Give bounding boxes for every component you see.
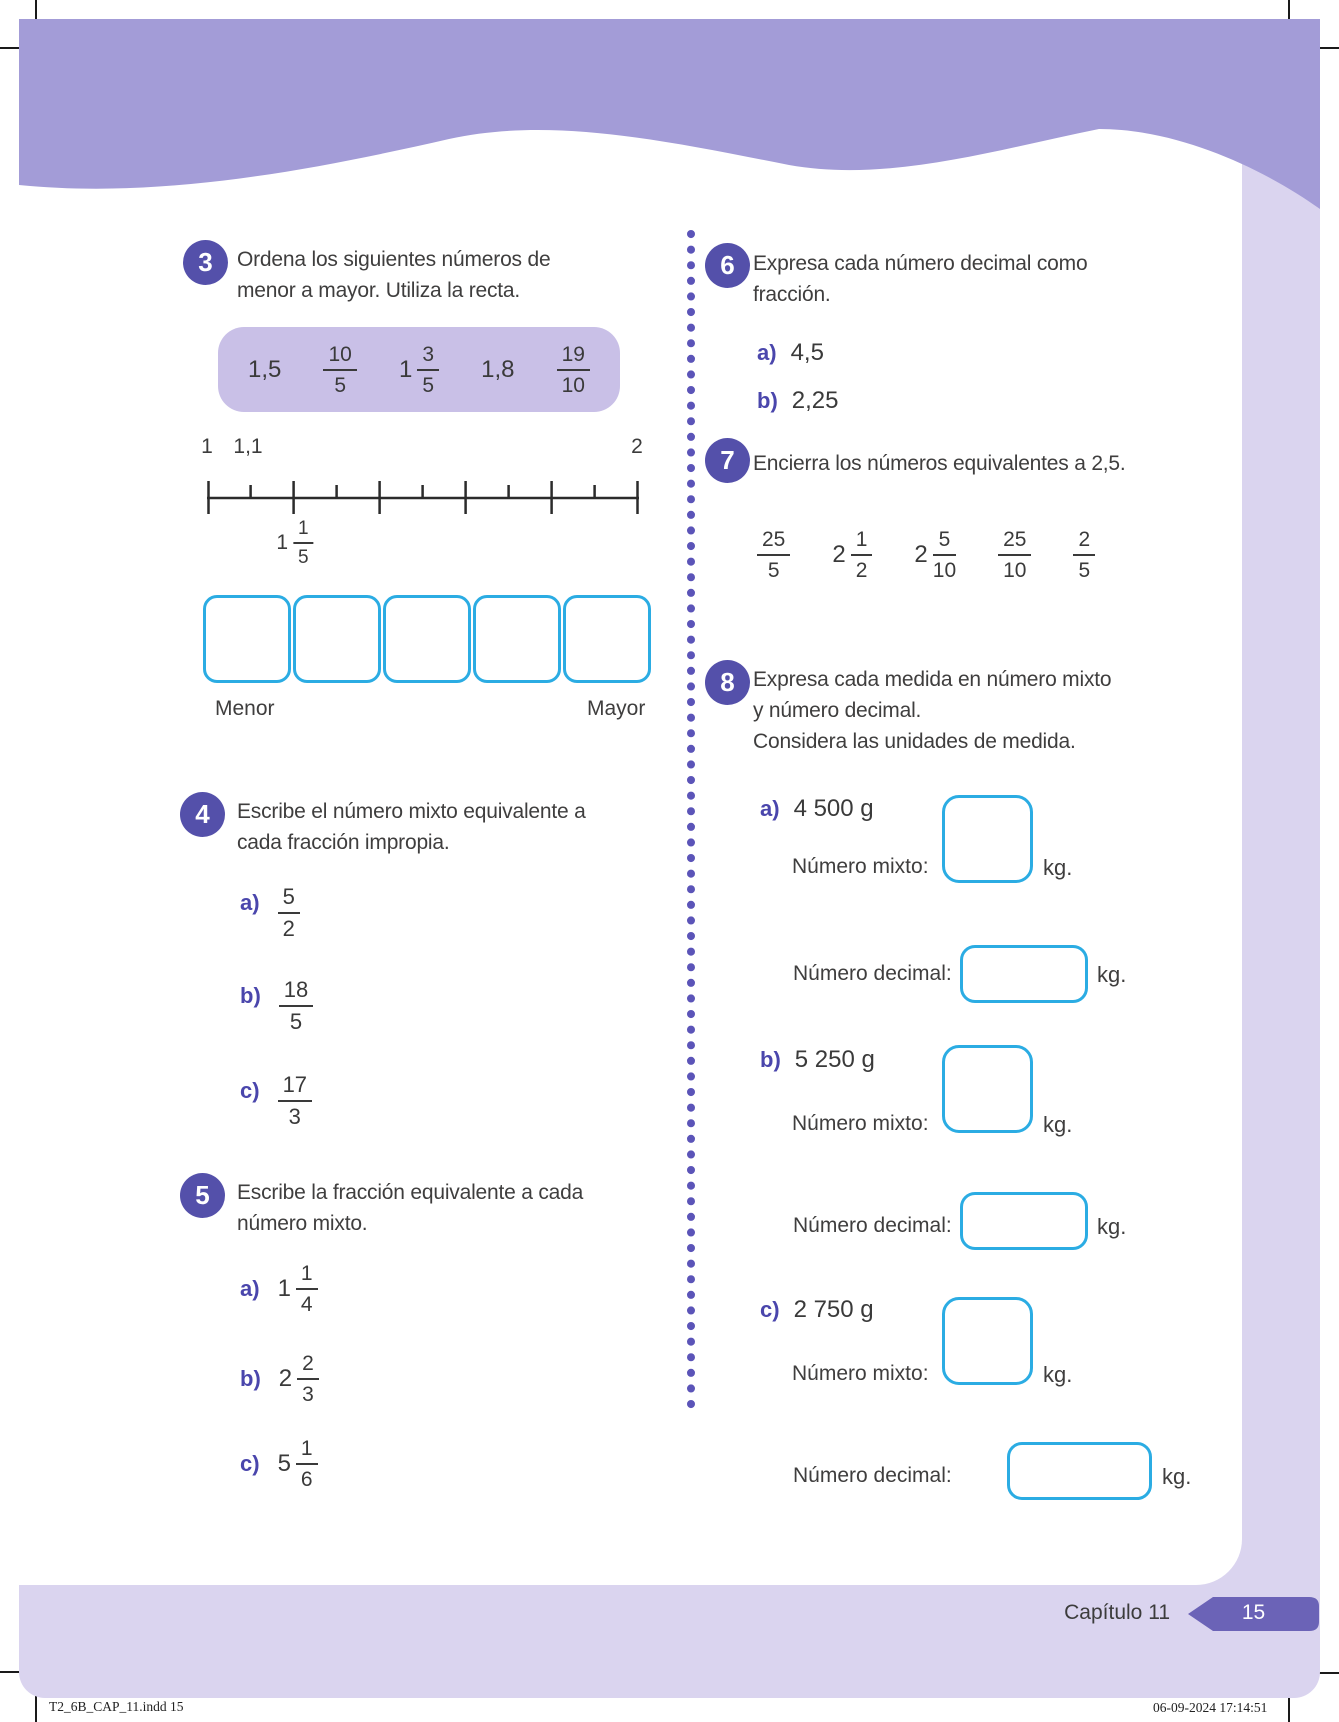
exercise8-title-line2: y número decimal. bbox=[753, 699, 922, 722]
kg-unit-label: kg. bbox=[1043, 1362, 1073, 1387]
strip-mixed-number: 1 $\frac{3}{5}$ bbox=[399, 343, 439, 396]
answer-box[interactable] bbox=[383, 595, 471, 683]
exercise8-item-c: c) 2 750 g bbox=[760, 1296, 874, 1323]
decimal-answer-box[interactable] bbox=[960, 1192, 1088, 1250]
exercise6-title bbox=[753, 248, 1087, 310]
exercise7-number: 7 bbox=[720, 445, 735, 475]
exercise4-item-a: a) $\frac{5}{2}$ bbox=[240, 885, 300, 940]
strip-decimal: 1,8 bbox=[481, 355, 515, 383]
exercise8-title-line1: Expresa cada medida en número mixto bbox=[753, 668, 1112, 691]
exercise3-number-strip bbox=[218, 327, 620, 412]
numero-decimal-label: Número decimal: bbox=[793, 962, 952, 985]
number-line-label-1: 1 bbox=[201, 435, 213, 458]
choice-fraction[interactable]: $\frac{25}{10}$ bbox=[998, 528, 1031, 581]
exercise7-title: Encierra los números equivalentes a 2,5. bbox=[753, 452, 1126, 475]
number-line-ticks bbox=[207, 480, 639, 516]
header-wave bbox=[19, 19, 1320, 219]
number-line-label-2: 2 bbox=[631, 435, 643, 458]
numero-decimal-label: Número decimal: bbox=[793, 1214, 952, 1237]
answer-box[interactable] bbox=[563, 595, 651, 683]
choice-fraction[interactable]: $\frac{25}{5}$ bbox=[757, 528, 790, 581]
exercise5-title bbox=[237, 1177, 583, 1239]
exercise3-title-line1: Ordena los siguientes números de bbox=[237, 248, 551, 271]
choice-mixed-number[interactable]: 2 $\frac{5}{10}$ bbox=[914, 528, 957, 582]
exercise5-number-badge bbox=[180, 1173, 225, 1218]
exercise4-number: 4 bbox=[195, 799, 210, 829]
exercise6-number-badge bbox=[705, 243, 750, 288]
kg-unit-label: kg. bbox=[1043, 855, 1073, 880]
exercise7-number-choices bbox=[757, 528, 1095, 581]
numero-mixto-label: Número mixto: bbox=[792, 855, 929, 878]
kg-unit-label: kg. bbox=[1097, 962, 1127, 987]
exercise5-item-b: b) 2 $\frac{2}{3}$ bbox=[240, 1352, 319, 1405]
exercise5-title-line2: número mixto. bbox=[237, 1212, 368, 1235]
exercise5-item-a: a) 1 $\frac{1}{4}$ bbox=[240, 1262, 318, 1315]
numero-mixto-label: Número mixto: bbox=[792, 1362, 929, 1385]
decimal-answer-box[interactable] bbox=[1007, 1442, 1152, 1500]
number-line-below-label: 1 $\frac{1}{5}$ bbox=[276, 518, 313, 567]
exercise4-number-badge bbox=[180, 792, 225, 837]
exercise8-number-badge bbox=[705, 660, 750, 705]
exercise6-title-line1: Expresa cada número decimal como bbox=[753, 252, 1088, 275]
exercise4-item-b: b) $\frac{18}{5}$ bbox=[240, 978, 313, 1033]
page-number: 15 bbox=[1241, 1601, 1266, 1624]
exercise5-number: 5 bbox=[195, 1180, 210, 1210]
exercise8-item-a: a) 4 500 g bbox=[760, 795, 874, 822]
menor-label: Menor bbox=[215, 697, 275, 720]
strip-fraction: $\frac{10}{5}$ bbox=[323, 343, 356, 396]
exercise4-title-line1: Escribe el número mixto equivalente a bbox=[237, 800, 586, 823]
exercise8-title-line3: Considera las unidades de medida. bbox=[753, 730, 1076, 753]
answer-box[interactable] bbox=[293, 595, 381, 683]
exercise8-item-b: b) 5 250 g bbox=[760, 1046, 875, 1073]
exercise4-title-line2: cada fracción impropia. bbox=[237, 831, 450, 854]
number-line-label-1-1: 1,1 bbox=[233, 435, 263, 458]
mixed-number-answer-box[interactable] bbox=[942, 795, 1033, 883]
exercise3-title bbox=[237, 244, 550, 306]
exercise8-title bbox=[753, 664, 1111, 757]
kg-unit-label: kg. bbox=[1097, 1214, 1127, 1239]
exercise4-item-c: c) $\frac{17}{3}$ bbox=[240, 1073, 312, 1128]
choice-mixed-number[interactable]: 2 $\frac{1}{2}$ bbox=[832, 528, 872, 581]
exercise3-number: 3 bbox=[198, 247, 213, 277]
exercise6-title-line2: fracción. bbox=[753, 283, 831, 306]
numero-mixto-label: Número mixto: bbox=[792, 1112, 929, 1135]
kg-unit-label: kg. bbox=[1043, 1112, 1073, 1137]
exercise5-title-line1: Escribe la fracción equivalente a cada bbox=[237, 1181, 584, 1204]
exercise3-number-badge bbox=[183, 240, 228, 285]
strip-fraction: $\frac{19}{10}$ bbox=[557, 343, 590, 396]
exercise7-number-badge bbox=[705, 438, 750, 483]
numero-decimal-label: Número decimal: bbox=[793, 1464, 952, 1487]
exercise5-item-c: c) 5 $\frac{1}{6}$ bbox=[240, 1437, 318, 1490]
print-file-info: T2_6B_CAP_11.indd 15 bbox=[49, 1699, 184, 1714]
mixed-number-answer-box[interactable] bbox=[942, 1297, 1033, 1385]
mixed-number-answer-box[interactable] bbox=[942, 1045, 1033, 1133]
exercise3-title-line2: menor a mayor. Utiliza la recta. bbox=[237, 279, 521, 302]
strip-decimal: 1,5 bbox=[248, 355, 282, 383]
dotted-divider bbox=[686, 228, 696, 1423]
choice-fraction[interactable]: $\frac{2}{5}$ bbox=[1073, 528, 1095, 581]
kg-unit-label: kg. bbox=[1162, 1464, 1192, 1489]
order-answer-boxes bbox=[203, 595, 651, 683]
exercise8-number: 8 bbox=[720, 667, 735, 697]
answer-box[interactable] bbox=[203, 595, 291, 683]
chapter-label: Capítulo 11 bbox=[1064, 1601, 1170, 1624]
number-line bbox=[201, 435, 643, 575]
exercise6-number: 6 bbox=[720, 250, 735, 280]
mayor-label: Mayor bbox=[587, 697, 646, 720]
answer-box[interactable] bbox=[473, 595, 561, 683]
exercise6-item-a: a) 4,5 bbox=[757, 339, 824, 366]
print-timestamp: 06-09-2024 17:14:51 bbox=[1153, 1700, 1268, 1715]
exercise6-item-b: b) 2,25 bbox=[757, 387, 839, 414]
decimal-answer-box[interactable] bbox=[960, 945, 1088, 1003]
exercise4-title bbox=[237, 796, 586, 858]
